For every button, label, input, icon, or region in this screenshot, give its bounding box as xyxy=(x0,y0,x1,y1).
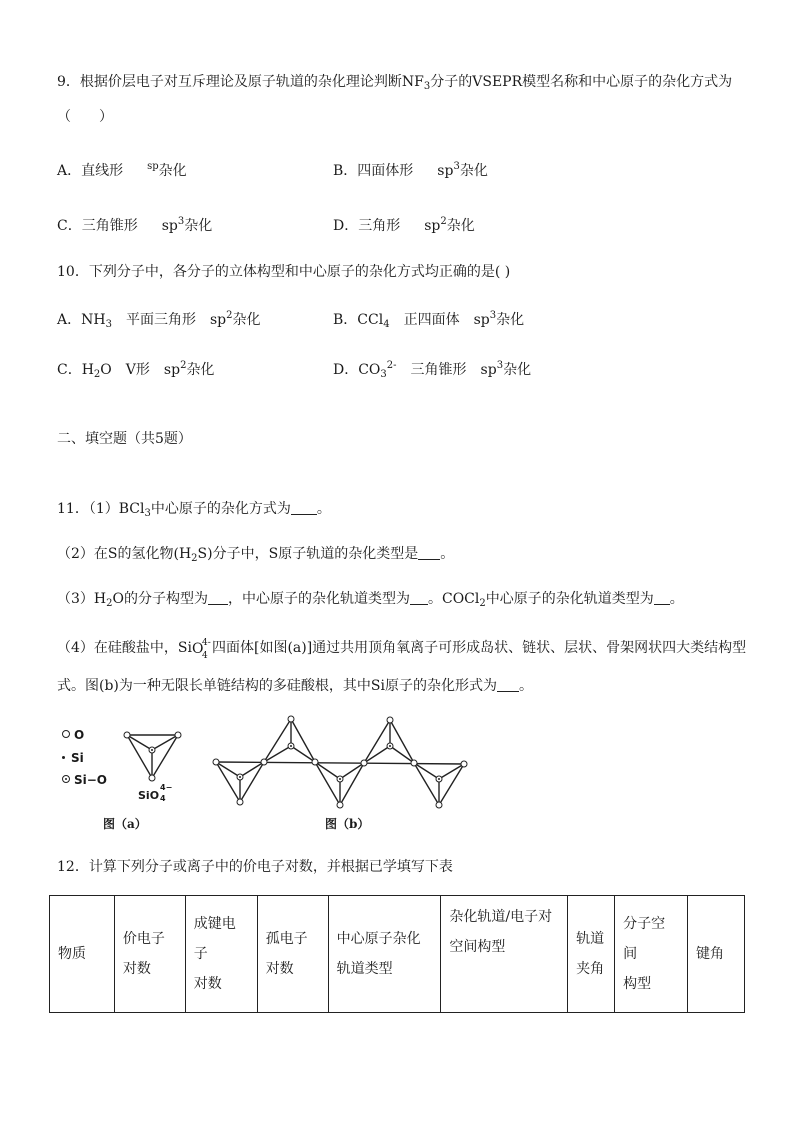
q10-option-b: B．CCl$_4$ 正四面体 $sp^3$杂化 xyxy=(333,310,525,330)
table-header-cell: 杂化轨道/电子对 空间构型 xyxy=(441,896,568,1013)
legend-si-o: Si−O xyxy=(62,773,107,787)
q9-option-c: C．三角锥形 $sp^3$杂化 xyxy=(57,216,213,234)
figure-a-label: 图（a） xyxy=(103,817,147,831)
legend-oxygen: O xyxy=(62,728,84,742)
answer-blank[interactable] xyxy=(410,590,428,605)
q9-option-b: B．四面体形 $sp^3$杂化 xyxy=(333,161,488,179)
table-header-cell: 价电子 对数 xyxy=(114,896,185,1013)
sio4-label: SiO 4− 4 xyxy=(138,783,173,803)
q9-option-a: A．直线形 $^{sp}$杂化 xyxy=(57,161,187,179)
section-heading: 二、填空题（共5题） xyxy=(57,431,192,447)
figure-a-tetrahedron xyxy=(118,724,188,784)
answer-blank[interactable] xyxy=(418,545,440,560)
q10-option-c: C．$H_2O$ V形 $sp^2$杂化 xyxy=(57,360,215,380)
q9-option-d: D．三角形 $sp^2$杂化 xyxy=(333,216,475,234)
q9-paren: （ ） xyxy=(57,109,113,125)
q11-part4: （4）在硅酸盐中，Si O 4- 4 四面体[如图(a)]通过共用顶角氧离子可形成岛状、链状、层状、骨架网状四大类结构型 xyxy=(57,638,747,661)
q10-stem: 10．下列分子中，各分子的立体构型和中心原子的杂化方式均正确的是( ) xyxy=(57,264,511,280)
q12-stem: 12．计算下列分子或离子中的价电子对数，并根据已学填写下表 xyxy=(57,859,453,875)
answer-table xyxy=(49,895,745,1013)
dot-icon xyxy=(62,756,65,759)
answer-blank[interactable] xyxy=(654,590,670,605)
q10-option-d: D．$CO_3^{2-}$ 三角锥形 $sp^3$杂化 xyxy=(333,360,532,380)
table-header-cell: 成键电子 对数 xyxy=(185,896,257,1013)
table-header-cell: 中心原子杂化 轨道类型 xyxy=(328,896,441,1013)
q11-part3: $(3)H_2O$的分子构型为 ，中心原子的杂化轨道类型为 。COCl$_2$中心原子的杂化轨道类型为 。 xyxy=(57,591,684,609)
q11-part1: 11．（1）BCl$_3$中心原子的杂化方式为 。 xyxy=(57,501,331,519)
q11-part4-line2: 式。图(b)为一种无限长单链结构的多硅酸根，其中Si原子的杂化形式为 。 xyxy=(57,678,533,694)
table-header-cell: 键角 xyxy=(687,896,744,1013)
table-header-cell: 物质 xyxy=(50,896,115,1013)
sio4-ion: O 4- 4 xyxy=(191,638,211,661)
table-header-cell: 分子空间 构型 xyxy=(615,896,688,1013)
circled-dot-icon xyxy=(62,775,70,783)
answer-blank[interactable] xyxy=(208,590,228,605)
table-header-row xyxy=(50,896,745,1013)
answer-blank[interactable] xyxy=(497,677,519,692)
nf3-formula: $NF_3$ xyxy=(401,74,431,92)
circle-icon xyxy=(62,730,70,738)
q9-stem: 9．根据价层电子对互斥理论及原子轨道的杂化理论判断$NF_3$分子的VSEPR模型名称和中心原子的杂化方式为 xyxy=(57,74,733,92)
table-header-cell: 孤电子 对数 xyxy=(257,896,328,1013)
answer-blank[interactable] xyxy=(291,500,317,515)
table-header-cell: 轨道 夹角 xyxy=(568,896,615,1013)
q10-option-a: A．$NH_3$ 平面三角形 $sp^2$杂化 xyxy=(57,310,261,330)
figure-b-chain xyxy=(208,712,472,810)
q11-part2: （2）在S的氢化物$(H_2S)$分子中，S原子轨道的杂化类型是 。 xyxy=(57,546,455,564)
figure-b-label: 图（b） xyxy=(325,817,370,831)
legend-silicon: Si xyxy=(62,751,84,765)
